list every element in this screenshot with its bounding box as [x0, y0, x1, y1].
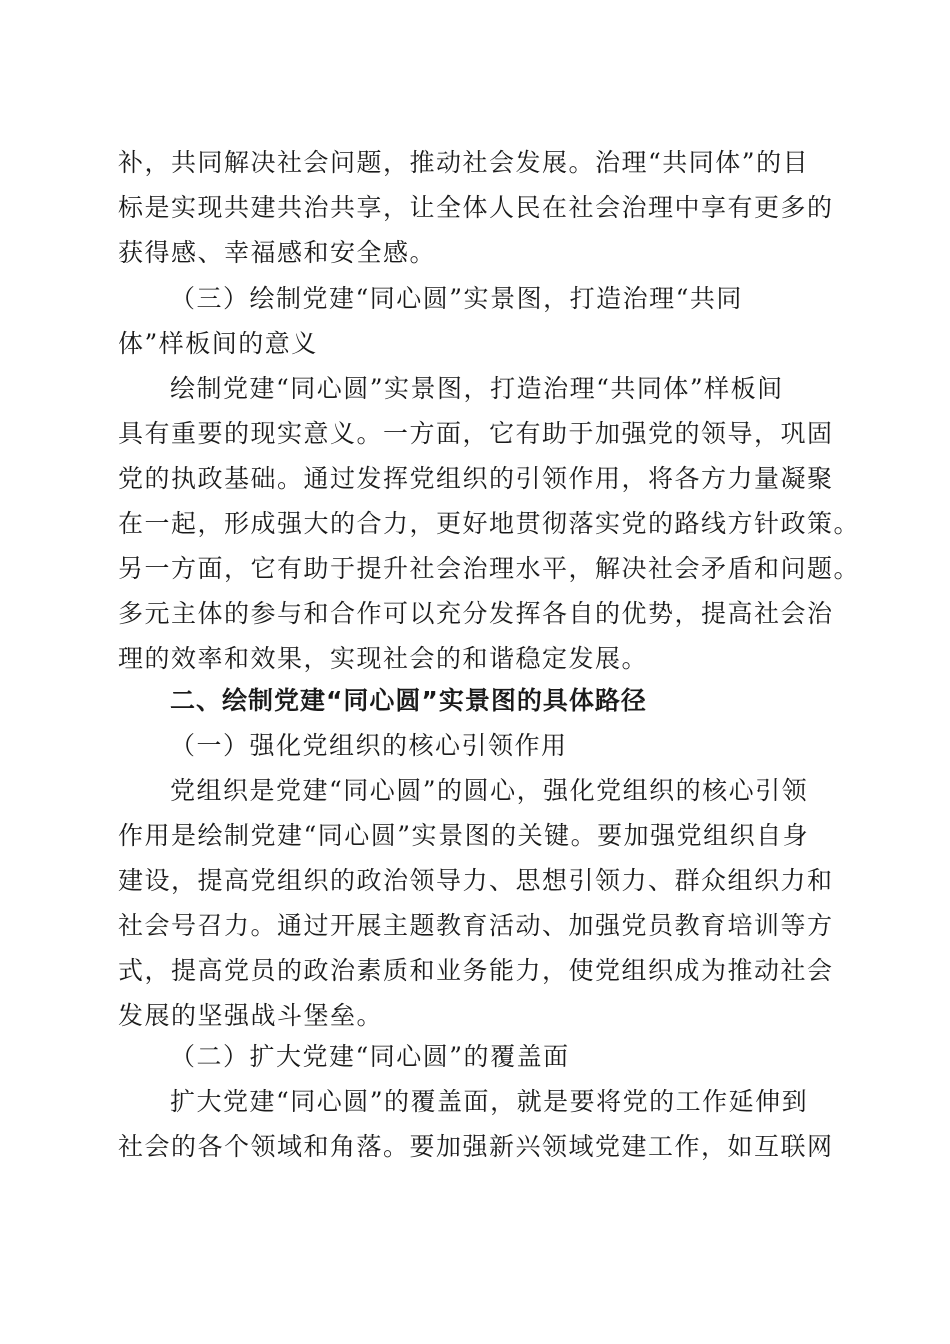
text-line: 标是实现共建共治共享，让全体人民在社会治理中享有更多的 — [118, 193, 834, 222]
text-line: 获得感、幸福感和安全感。 — [118, 238, 437, 267]
paragraph-significance — [118, 366, 861, 681]
text-line: 补，共同解决社会问题，推动社会发展。治理“共同体”的目 — [118, 148, 810, 177]
text-line: 党组织是党建“同心圆”的圆心，强化党组织的核心引领 — [170, 776, 809, 805]
text-line: 扩大党建“同心圆”的覆盖面，就是要将党的工作延伸到 — [170, 1087, 809, 1116]
text-line: 理的效率和效果，实现社会的和谐稳定发展。 — [118, 644, 649, 673]
text-line: 在一起，形成强大的合力，更好地贯彻落实党的路线方针政策。 — [118, 509, 861, 538]
heading-line: （二）扩大党建“同心圆”的覆盖面 — [170, 1042, 570, 1071]
text-line: 具有重要的现实意义。一方面，它有助于加强党的领导，巩固 — [118, 419, 834, 448]
heading-line: 体”样板间的意义 — [118, 329, 318, 358]
text-line: 多元主体的参与和合作可以充分发挥各自的优势，提高社会治 — [118, 599, 834, 628]
subheading-1 — [118, 723, 830, 768]
part-heading-2 — [118, 678, 830, 723]
text-line: 式，提高党员的政治素质和业务能力，使党组织成为推动社会 — [118, 956, 834, 985]
text-line: 党的执政基础。通过发挥党组织的引领作用，将各方力量凝聚 — [118, 464, 834, 493]
paragraph-coverage — [118, 1079, 834, 1169]
text-line: 社会号召力。通过开展主题教育活动、加强党员教育培训等方 — [118, 911, 834, 940]
text-line: 发展的坚强战斗堡垒。 — [118, 1001, 384, 1030]
text-line: 建设，提高党组织的政治领导力、思想引领力、群众组织力和 — [118, 866, 834, 895]
subheading-2 — [118, 1034, 830, 1079]
heading-line: （三）绘制党建“同心圆”实景图，打造治理“共同 — [170, 284, 743, 313]
text-line: 绘制党建“同心圆”实景图，打造治理“共同体”样板间 — [170, 374, 784, 403]
paragraph-core — [118, 768, 834, 1038]
text-line: 社会的各个领域和角落。要加强新兴领域党建工作，如互联网 — [118, 1132, 834, 1161]
text-line: 作用是绘制党建“同心圆”实景图的关键。要加强党组织自身 — [118, 821, 810, 850]
heading-line: （一）强化党组织的核心引领作用 — [170, 731, 568, 760]
section-heading-3 — [118, 276, 830, 366]
paragraph-intro — [118, 140, 834, 275]
text-line: 另一方面，它有助于提升社会治理水平，解决社会矛盾和问题。 — [118, 554, 861, 583]
heading-line: 二、绘制党建“同心圆”实景图的具体路径 — [170, 686, 647, 715]
